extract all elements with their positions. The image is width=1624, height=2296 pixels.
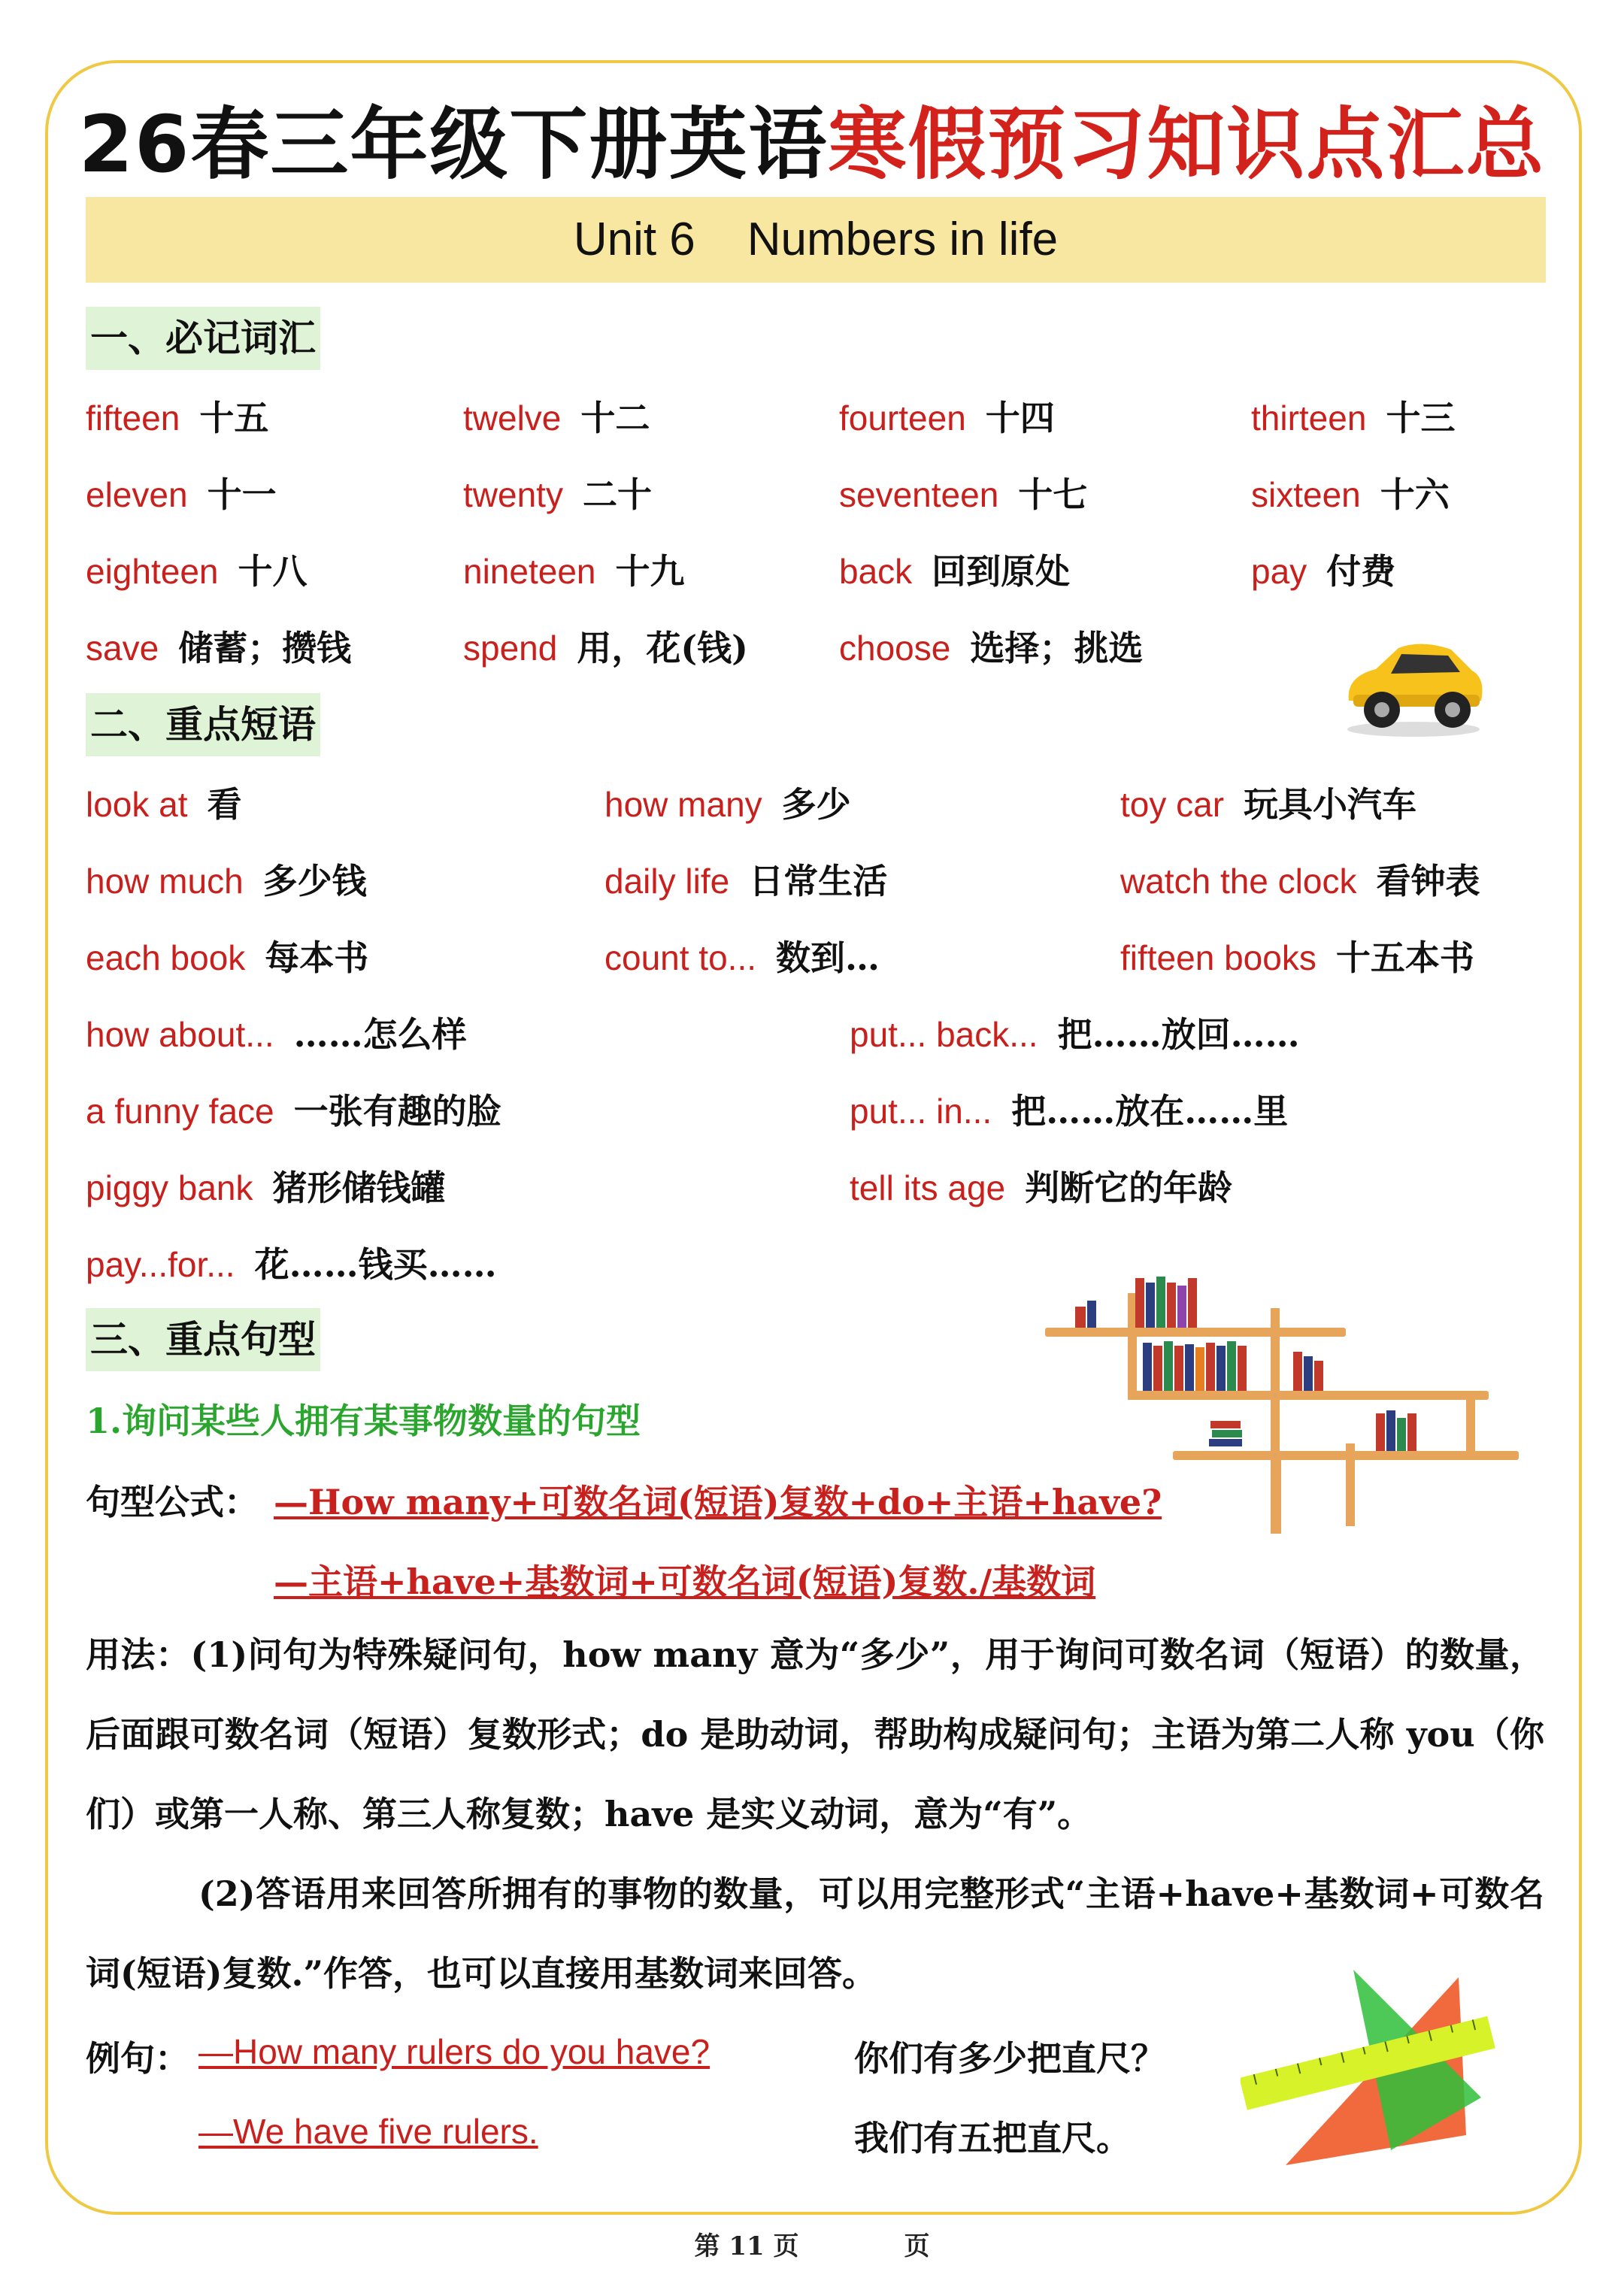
example-question: —How many rulers do you have?: [198, 2032, 710, 2071]
title-red: 寒假预习知识点汇总: [828, 98, 1546, 190]
example-question-cn: 你们有多少把直尺？: [854, 2038, 1165, 2079]
vocab-item: twelve 十二: [463, 398, 650, 438]
page-footer: 第 11 页 页: [694, 2231, 930, 2261]
vocab-item: spend 用，花(钱): [463, 628, 748, 668]
formula-question: —How many+可数名词(短语)复数+do+主语+have?: [274, 1482, 1162, 1522]
phrase-item: look at 看: [86, 784, 242, 825]
phrase-item: put... back... 把……放回……: [850, 1014, 1300, 1055]
formula-answer: —主语+have+基数词+可数名词(短语)复数./基数词: [274, 1561, 1096, 1602]
vocab-item: choose 选择；挑选: [839, 628, 1144, 668]
page-title: [0, 81, 1624, 194]
usage-paragraph-1: 用法：(1)问句为特殊疑问句，how many 意为“多少”，用于询问可数名词（短语）的数量，后面跟可数名词（短语）复数形式；do 是助动词，帮助构成疑问句；主语为第二人称 you（你们）或第一人称、第三人称复数；have 是实义动词，意为“有”。: [86, 1634, 1544, 1834]
vocab-item: twenty 二十: [463, 474, 652, 515]
example-label: 例句：: [86, 2038, 189, 2079]
phrase-item: how many 多少: [604, 784, 851, 825]
usage-paragraph-2: (2)答语用来回答所拥有的事物的数量，可以用完整形式“主语+have+基数词+可数名词(短语)复数.”作答，也可以直接用基数词来回答。: [86, 1873, 1544, 1994]
vocab-item: eleven 十一: [86, 474, 277, 515]
vocab-heading: 一、必记词汇: [86, 307, 320, 370]
phrase-item: toy car 玩具小汽车: [1120, 784, 1417, 825]
phrase-item: count to... 数到…: [604, 937, 880, 978]
example-answer: —We have five rulers.: [198, 2112, 538, 2151]
phrase-item: watch the clock 看钟表: [1120, 861, 1480, 901]
vocab-item: nineteen 十九: [463, 551, 685, 592]
phrase-item: piggy bank 猪形储钱罐: [86, 1168, 446, 1208]
phrase-item: how about... ……怎么样: [86, 1014, 467, 1055]
phrases-heading: 二、重点短语: [86, 693, 320, 756]
vocab-item: fifteen 十五: [86, 398, 269, 438]
vocab-item: eighteen 十八: [86, 551, 308, 592]
phrase-item: fifteen books 十五本书: [1120, 937, 1474, 978]
phrase-item: put... in... 把……放在……里: [850, 1091, 1289, 1131]
phrase-item: a funny face 一张有趣的脸: [86, 1091, 501, 1131]
sentence-subheading: 1.询问某些人拥有某事物数量的句型: [86, 1401, 641, 1441]
vocab-item: thirteen 十三: [1251, 398, 1456, 438]
phrase-item: how much 多少钱: [86, 861, 367, 901]
formula-label: 句型公式：: [86, 1482, 259, 1522]
vocab-item: save 储蓄；攒钱: [86, 628, 352, 668]
vocab-item: sixteen 十六: [1251, 474, 1450, 515]
title-black: 26春三年级下册英语: [78, 98, 829, 190]
sentences-heading: 三、重点句型: [86, 1308, 320, 1371]
vocab-item: seventeen 十七: [839, 474, 1088, 515]
phrase-item: tell its age 判断它的年龄: [850, 1168, 1233, 1208]
unit-header: Unit 6 Numbers in life: [86, 197, 1546, 283]
phrase-item: daily life 日常生活: [604, 861, 888, 901]
phrase-item: pay...for... 花……钱买……: [86, 1244, 497, 1285]
vocab-item: fourteen 十四: [839, 398, 1055, 438]
page-number: 11: [729, 2231, 765, 2261]
vocab-item: back 回到原处: [839, 551, 1071, 592]
phrase-item: each book 每本书: [86, 937, 369, 978]
vocab-item: pay 付费: [1251, 551, 1396, 592]
rulers-icon: [1241, 1962, 1496, 2173]
toy-car-icon: [1338, 632, 1489, 744]
example-answer-cn: 我们有五把直尺。: [854, 2118, 1131, 2158]
